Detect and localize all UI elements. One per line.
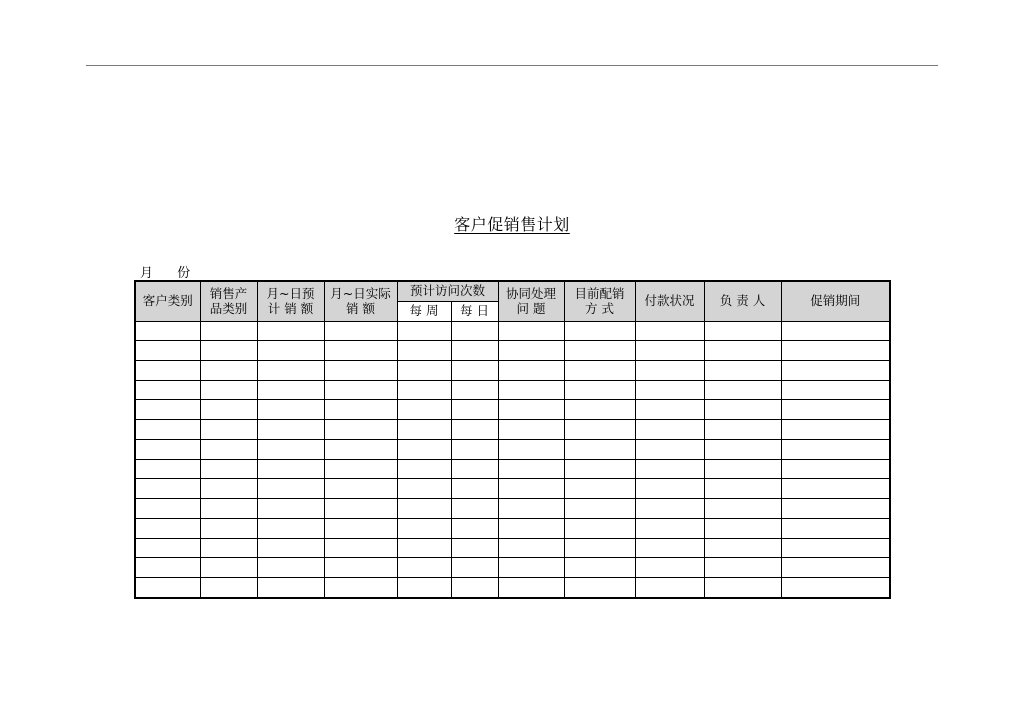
table-cell[interactable]	[498, 518, 564, 538]
table-cell[interactable]	[451, 341, 498, 361]
table-cell[interactable]	[135, 459, 200, 479]
table-cell[interactable]	[635, 459, 704, 479]
table-cell[interactable]	[451, 558, 498, 578]
table-cell[interactable]	[135, 439, 200, 459]
table-cell[interactable]	[781, 558, 890, 578]
table-cell[interactable]	[200, 558, 257, 578]
header-month-plan-sales: 月~日预 计 销 额	[257, 281, 324, 321]
table-cell[interactable]	[397, 538, 451, 558]
table-cell[interactable]	[324, 558, 397, 578]
table-cell[interactable]	[257, 518, 324, 538]
header-promo-period: 促销期间	[781, 281, 890, 321]
table-cell[interactable]	[498, 578, 564, 598]
table-cell[interactable]	[257, 538, 324, 558]
table-cell[interactable]	[397, 578, 451, 598]
table-cell[interactable]	[704, 479, 781, 499]
table-cell[interactable]	[200, 538, 257, 558]
table-row	[135, 400, 890, 420]
table-cell[interactable]	[635, 400, 704, 420]
table-cell[interactable]	[200, 578, 257, 598]
table-cell[interactable]	[257, 558, 324, 578]
table-cell[interactable]	[704, 499, 781, 519]
table-cell[interactable]	[200, 479, 257, 499]
table-cell[interactable]	[257, 499, 324, 519]
header-payment-status: 付款状况	[635, 281, 704, 321]
table-cell[interactable]	[498, 360, 564, 380]
table-cell[interactable]	[451, 538, 498, 558]
table-cell[interactable]	[397, 400, 451, 420]
table-cell[interactable]	[257, 439, 324, 459]
table-cell[interactable]	[498, 380, 564, 400]
table-row	[135, 518, 890, 538]
table-cell[interactable]	[397, 439, 451, 459]
table-cell[interactable]	[451, 380, 498, 400]
table-cell[interactable]	[135, 341, 200, 361]
header-customer-category: 客户类别	[135, 281, 200, 321]
table-cell[interactable]	[451, 321, 498, 341]
table-cell[interactable]	[257, 360, 324, 380]
table-cell[interactable]	[451, 518, 498, 538]
table-cell[interactable]	[498, 420, 564, 440]
table-cell[interactable]	[135, 499, 200, 519]
table-cell[interactable]	[324, 518, 397, 538]
table-cell[interactable]	[135, 479, 200, 499]
table-row	[135, 420, 890, 440]
table-cell[interactable]	[257, 321, 324, 341]
header-product-category: 销售产 品类别	[200, 281, 257, 321]
table-cell[interactable]	[324, 459, 397, 479]
table-cell[interactable]	[564, 459, 635, 479]
header-coordination: 协同处理 问 题	[498, 281, 564, 321]
table-row	[135, 321, 890, 341]
table-cell[interactable]	[451, 420, 498, 440]
table-cell[interactable]	[257, 479, 324, 499]
table-cell[interactable]	[200, 459, 257, 479]
table-cell[interactable]	[451, 578, 498, 598]
table-cell[interactable]	[135, 400, 200, 420]
table-cell[interactable]	[704, 459, 781, 479]
table-cell[interactable]	[135, 321, 200, 341]
header-month-actual-sales: 月~日实际 销 额	[324, 281, 397, 321]
table-cell[interactable]	[397, 518, 451, 538]
table-cell[interactable]	[564, 479, 635, 499]
table-cell[interactable]	[257, 400, 324, 420]
table-cell[interactable]	[498, 558, 564, 578]
table-cell[interactable]	[704, 578, 781, 598]
header-visit-weekly: 每 周	[397, 301, 451, 321]
table-cell[interactable]	[451, 400, 498, 420]
table-cell[interactable]	[324, 360, 397, 380]
table-cell[interactable]	[635, 518, 704, 538]
table-cell[interactable]	[564, 578, 635, 598]
table-cell[interactable]	[451, 499, 498, 519]
table-cell[interactable]	[704, 341, 781, 361]
table-cell[interactable]	[324, 439, 397, 459]
header-visit-daily: 每 日	[451, 301, 498, 321]
table-cell[interactable]	[200, 341, 257, 361]
table-cell[interactable]	[635, 479, 704, 499]
table-cell[interactable]	[397, 420, 451, 440]
table-row	[135, 380, 890, 400]
table-cell[interactable]	[704, 518, 781, 538]
table-cell[interactable]	[324, 499, 397, 519]
table-cell[interactable]	[781, 321, 890, 341]
table-cell[interactable]	[397, 459, 451, 479]
table-cell[interactable]	[781, 578, 890, 598]
page-title: 客户促销售计划	[454, 215, 570, 234]
table-cell[interactable]	[397, 499, 451, 519]
table-cell[interactable]	[704, 380, 781, 400]
table-cell[interactable]	[257, 420, 324, 440]
table-row	[135, 439, 890, 459]
table-cell[interactable]	[704, 321, 781, 341]
table-cell[interactable]	[397, 321, 451, 341]
table-cell[interactable]	[635, 321, 704, 341]
table-cell[interactable]	[704, 558, 781, 578]
table-cell[interactable]	[257, 380, 324, 400]
table-cell[interactable]	[781, 499, 890, 519]
table-cell[interactable]	[564, 439, 635, 459]
table-cell[interactable]	[324, 479, 397, 499]
table-cell[interactable]	[200, 518, 257, 538]
table-cell[interactable]	[564, 380, 635, 400]
table-cell[interactable]	[635, 558, 704, 578]
table-row	[135, 360, 890, 380]
table-row	[135, 499, 890, 519]
table-cell[interactable]	[397, 479, 451, 499]
table-cell[interactable]	[635, 341, 704, 361]
table-cell[interactable]	[200, 439, 257, 459]
table-cell[interactable]	[397, 558, 451, 578]
table-cell[interactable]	[324, 420, 397, 440]
table-row	[135, 479, 890, 499]
table-cell[interactable]	[498, 439, 564, 459]
table-cell[interactable]	[635, 439, 704, 459]
table-cell[interactable]	[564, 400, 635, 420]
table-cell[interactable]	[704, 538, 781, 558]
table-cell[interactable]	[135, 558, 200, 578]
table-cell[interactable]	[635, 380, 704, 400]
table-cell[interactable]	[135, 578, 200, 598]
table-cell[interactable]	[635, 360, 704, 380]
table-cell[interactable]	[200, 420, 257, 440]
table-cell[interactable]	[781, 341, 890, 361]
table-cell[interactable]	[704, 439, 781, 459]
table-cell[interactable]	[397, 341, 451, 361]
table-body	[135, 321, 890, 598]
table-cell[interactable]	[324, 321, 397, 341]
table-cell[interactable]	[498, 321, 564, 341]
table-cell[interactable]	[564, 321, 635, 341]
header-visit-count: 预计访问次数	[397, 281, 498, 301]
table-cell[interactable]	[704, 360, 781, 380]
table-cell[interactable]	[135, 518, 200, 538]
table-cell[interactable]	[704, 420, 781, 440]
table-cell[interactable]	[397, 360, 451, 380]
table-cell[interactable]	[257, 459, 324, 479]
table-cell[interactable]	[324, 578, 397, 598]
table-cell[interactable]	[781, 420, 890, 440]
table-cell[interactable]	[564, 518, 635, 538]
table-cell[interactable]	[781, 479, 890, 499]
table-cell[interactable]	[397, 380, 451, 400]
table-cell[interactable]	[635, 538, 704, 558]
table-cell[interactable]	[564, 360, 635, 380]
table-cell[interactable]	[135, 420, 200, 440]
table-row	[135, 558, 890, 578]
table-cell[interactable]	[498, 341, 564, 361]
table-cell[interactable]	[200, 499, 257, 519]
table-cell[interactable]	[564, 538, 635, 558]
table-cell[interactable]	[564, 341, 635, 361]
month-label: 月 份	[140, 266, 201, 281]
table-cell[interactable]	[135, 380, 200, 400]
table-cell[interactable]	[135, 538, 200, 558]
table-row	[135, 538, 890, 558]
table-cell[interactable]	[200, 400, 257, 420]
table-cell[interactable]	[635, 420, 704, 440]
table-cell[interactable]	[257, 341, 324, 361]
table-cell[interactable]	[498, 400, 564, 420]
table-row	[135, 459, 890, 479]
table-cell[interactable]	[635, 578, 704, 598]
promotion-plan-table	[134, 280, 891, 599]
table-row	[135, 578, 890, 598]
table-cell[interactable]	[781, 380, 890, 400]
header-distribution: 目前配销 方 式	[564, 281, 635, 321]
table-cell[interactable]	[781, 459, 890, 479]
table-cell[interactable]	[564, 558, 635, 578]
table-cell[interactable]	[564, 420, 635, 440]
table-cell[interactable]	[451, 360, 498, 380]
table-cell[interactable]	[257, 578, 324, 598]
table-cell[interactable]	[704, 400, 781, 420]
table-cell[interactable]	[781, 360, 890, 380]
table-cell[interactable]	[635, 499, 704, 519]
table-cell[interactable]	[200, 360, 257, 380]
table-cell[interactable]	[564, 499, 635, 519]
table-cell[interactable]	[324, 400, 397, 420]
table-row	[135, 341, 890, 361]
table-cell[interactable]	[498, 459, 564, 479]
table-cell[interactable]	[135, 360, 200, 380]
table-cell[interactable]	[324, 341, 397, 361]
table-cell[interactable]	[498, 538, 564, 558]
table-cell[interactable]	[324, 538, 397, 558]
table-cell[interactable]	[781, 439, 890, 459]
header-responsible: 负 责 人	[704, 281, 781, 321]
table-cell[interactable]	[781, 538, 890, 558]
table-cell[interactable]	[781, 518, 890, 538]
table-cell[interactable]	[200, 321, 257, 341]
table-cell[interactable]	[781, 400, 890, 420]
top-rule	[86, 65, 938, 66]
table-cell[interactable]	[324, 380, 397, 400]
table-cell[interactable]	[451, 479, 498, 499]
table-cell[interactable]	[498, 479, 564, 499]
table-cell[interactable]	[200, 380, 257, 400]
table-cell[interactable]	[451, 439, 498, 459]
table-cell[interactable]	[498, 499, 564, 519]
table-cell[interactable]	[451, 459, 498, 479]
